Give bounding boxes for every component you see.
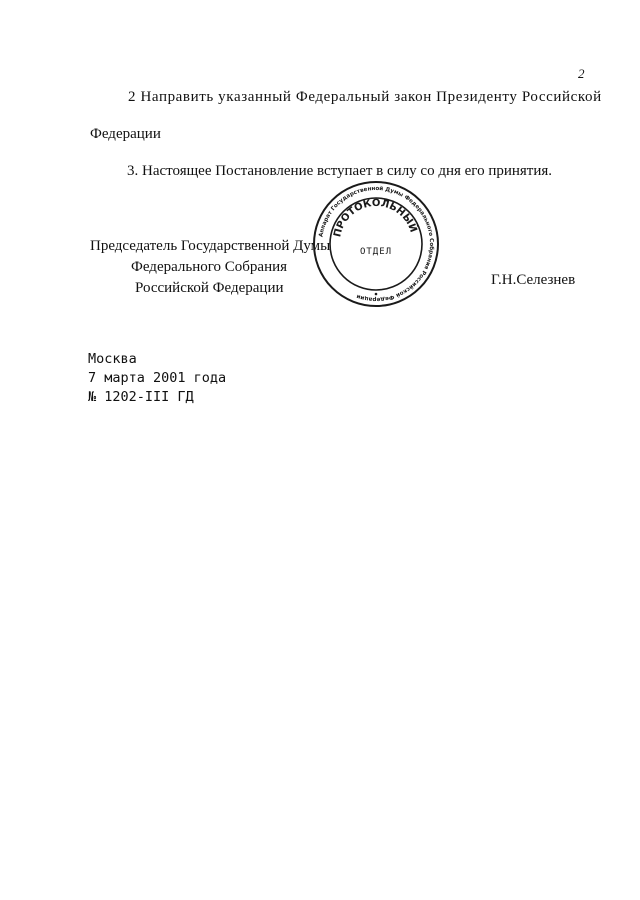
- paragraph-2: 2 Направить указанный Федеральный закон Президенту Российской: [128, 89, 602, 105]
- signer-name: Г.Н.Селезнев: [491, 272, 576, 288]
- signatory-title-line-1: Председатель Государственной Думы: [90, 238, 331, 254]
- footer-date: 7 марта 2001 года: [88, 370, 227, 386]
- paragraph-3: 3. Настоящее Постановление вступает в силу со дня его принятия.: [127, 163, 553, 179]
- footer-number: № 1202-III ГД: [88, 389, 194, 405]
- stamp-inner-text: ПРОТОКОЛЬНЫЙ: [332, 197, 419, 239]
- paragraph-2-continuation: Федерации: [90, 126, 161, 142]
- signatory-title: [90, 236, 330, 299]
- stamp-center-text: ОТДЕЛ: [359, 247, 393, 257]
- signatory-title-line-3: Российской Федерации: [135, 280, 284, 296]
- document-footer: [88, 350, 226, 407]
- page-number: 2: [578, 66, 585, 81]
- stamp-outer-text: Аппарат Государственной Думы Федерального Собрания Российской Федерации: [318, 185, 435, 303]
- official-stamp: [312, 180, 440, 308]
- stamp-inner-ring: [330, 198, 422, 290]
- signatory-title-line-2: Федерального Собрания: [131, 259, 288, 275]
- footer-city: Москва: [88, 351, 137, 367]
- stamp-dot: [375, 293, 378, 296]
